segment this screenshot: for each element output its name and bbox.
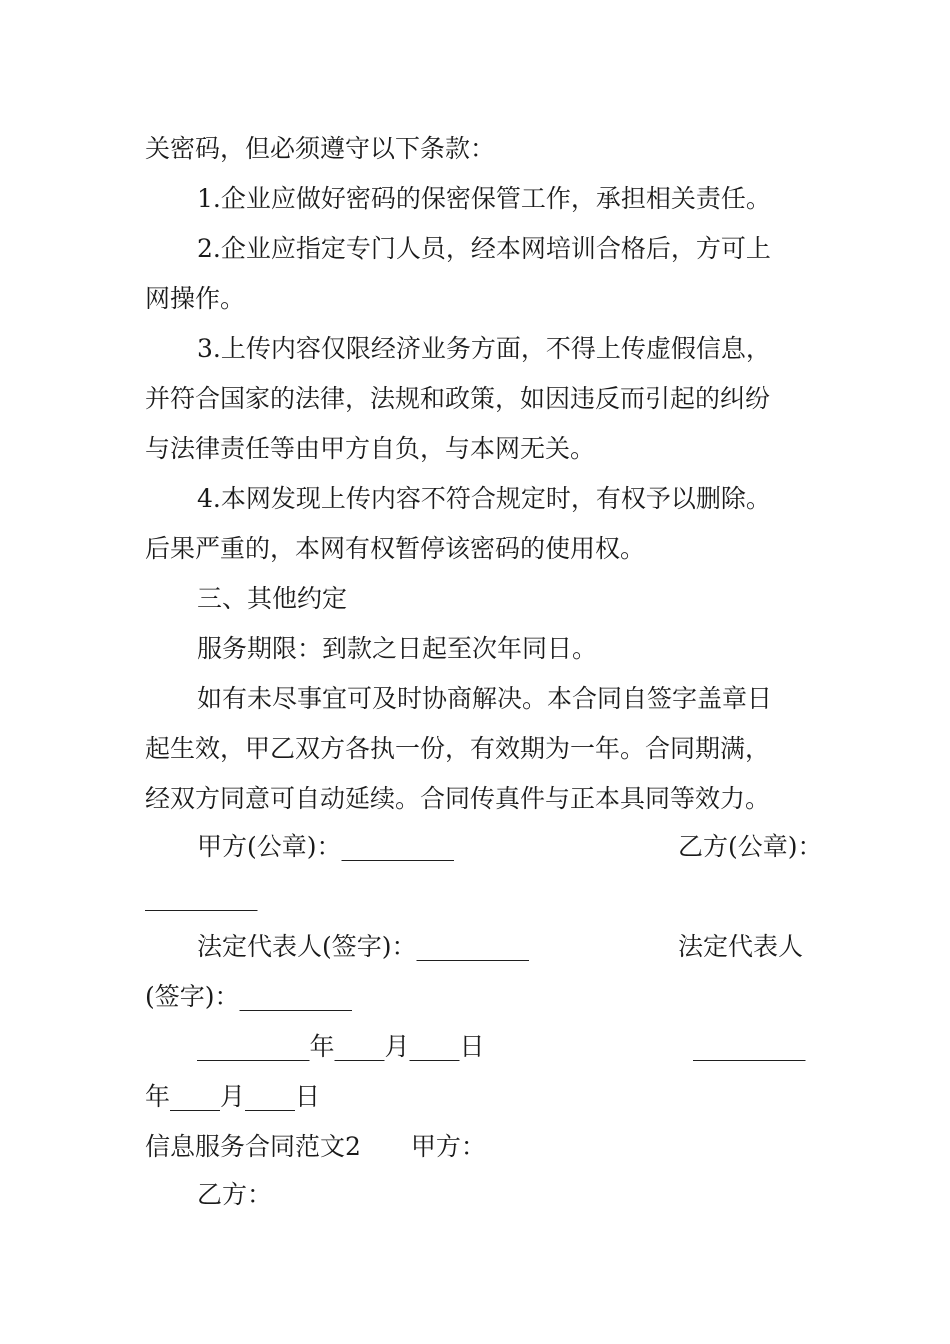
party-b-seal-blank: _________: [145, 882, 258, 911]
party-b-date-blank: _________: [693, 1032, 806, 1061]
clause-3-continuation: 并符合国家的法律，法规和政策，如因违反而引起的纠纷: [145, 384, 771, 413]
party-b-date-continuation: 年____月____日: [145, 1082, 321, 1111]
next-document-title: 信息服务合同范文2 甲方：: [145, 1132, 486, 1161]
party-a-rep-line: 法定代表人(签字)：_________: [197, 932, 530, 961]
clause-3-text: 3.上传内容仅限经济业务方面，不得上传虚假信息，: [197, 334, 771, 363]
clause-3-continuation-2: 与法律责任等由甲方自负，与本网无关。: [145, 434, 596, 463]
section-3-heading: 三、其他约定: [197, 584, 348, 613]
clause-2-text: 2.企业应指定专门人员，经本网培训合格后，方可上: [197, 234, 771, 263]
party-b-seal-label: 乙方(公章)：: [678, 832, 823, 861]
party-a-seal-line: 甲方(公章)：_________: [197, 832, 455, 861]
clause-4-text: 4.本网发现上传内容不符合规定时，有权予以删除。: [197, 484, 771, 513]
other-terms-text: 如有未尽事宜可及时协商解决。本合同自签字盖章日: [197, 684, 773, 713]
intro-tail-text: 关密码，但必须遵守以下条款：: [145, 134, 496, 163]
other-terms-continuation: 起生效，甲乙双方各执一份，有效期为一年。合同期满，: [145, 734, 771, 763]
service-term-text: 服务期限：到款之日起至次年同日。: [197, 634, 598, 663]
party-a-date-line: _________年____月____日: [197, 1032, 485, 1061]
clause-1-text: 1.企业应做好密码的保密保管工作，承担相关责任。: [197, 184, 771, 213]
other-terms-continuation-2: 经双方同意可自动延续。合同传真件与正本具同等效力。: [145, 784, 771, 813]
party-b-rep-label: 法定代表人: [678, 932, 804, 961]
next-document-party-b: 乙方：: [197, 1180, 273, 1209]
clause-2-continuation: 网操作。: [145, 284, 246, 313]
party-b-rep-continuation: (签字)：_________: [145, 982, 353, 1011]
clause-4-continuation: 后果严重的，本网有权暂停该密码的使用权。: [145, 534, 646, 563]
